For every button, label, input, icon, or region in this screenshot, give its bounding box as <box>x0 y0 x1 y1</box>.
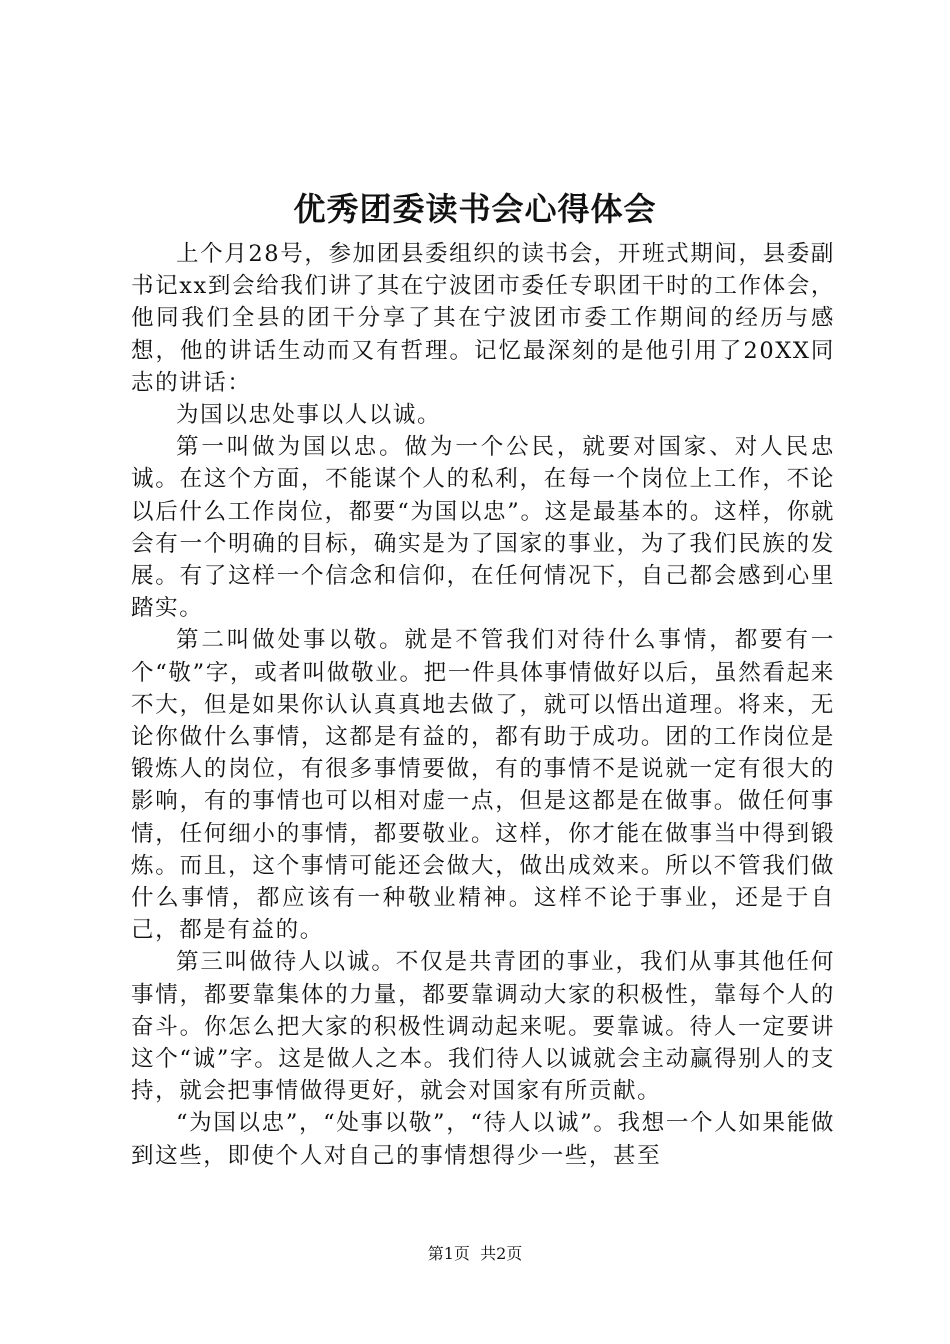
footer-spacer <box>470 1244 480 1263</box>
paragraph-conclusion: “为国以忠”，“处事以敬”，“待人以诚”。我想一个人如果能做到这些，即使个人对自己的事情想得少一些，甚至 <box>131 1110 835 1169</box>
page-footer <box>0 1243 950 1265</box>
paragraph-respect: 第二叫做处事以敬。就是不管我们对待什么事情，都要有一个“敬”字，或者叫做敬业。把一件具体事情做好以后，虽然看起来不大，但是如果你认认真真地去做了，就可以悟出道理。将来，无论你做什么事情，这都是有益的，都有助于成功。团的工作岗位是锻炼人的岗位，有很多事情要做，有的事情不是说就一定有很大的影响，有的事情也可以相对虚一点，但是这都是在做事。做任何事情，任何细小的事情，都要敬业。这样，你才能在做事当中得到锻炼。而且，这个事情可能还会做大，做出成效来。所以不管我们做什么事情，都应该有一种敬业精神。这样不论于事业，还是于自己，都是有益的。 <box>131 627 835 944</box>
paragraph-intro: 上个月28号，参加团县委组织的读书会，开班式期间，县委副书记xx到会给我们讲了其在宁波团市委任专职团干时的工作体会，他同我们全县的团干分享了其在宁波团市委工作期间的经历与感想，他的讲话生动而又有哲理。记忆最深刻的是他引用了20XX同志的讲话： <box>131 241 835 396</box>
paragraph-quote: 为国以忠处事以人以诚。 <box>176 402 442 429</box>
paragraph-loyalty: 第一叫做为国以忠。做为一个公民，就要对国家、对人民忠诚。在这个方面，不能谋个人的私利，在每一个岗位上工作，不论以后什么工作岗位，都要“为国以忠”。这是最基本的。这样，你就会有一个明确的目标，确实是为了国家的事业，为了我们民族的发展。有了这样一个信念和信仰，在任何情况下，自己都会感到心里踏实。 <box>131 434 835 622</box>
page-total: 共2页 <box>480 1244 523 1263</box>
document-title: 优秀团委读书会心得体会 <box>293 190 657 228</box>
paragraph-sincerity: 第三叫做待人以诚。不仅是共青团的事业，我们从事其他任何事情，都要靠集体的力量，都要靠调动大家的积极性，靠每个人的奋斗。你怎么把大家的积极性调动起来呢。要靠诚。待人一定要讲这个“诚”字。这是做人之本。我们待人以诚就会主动赢得别人的支持，就会把事情做得更好，就会对国家有所贡献。 <box>131 949 835 1105</box>
document-body <box>131 238 835 1172</box>
page-number: 第1页 <box>427 1244 470 1263</box>
